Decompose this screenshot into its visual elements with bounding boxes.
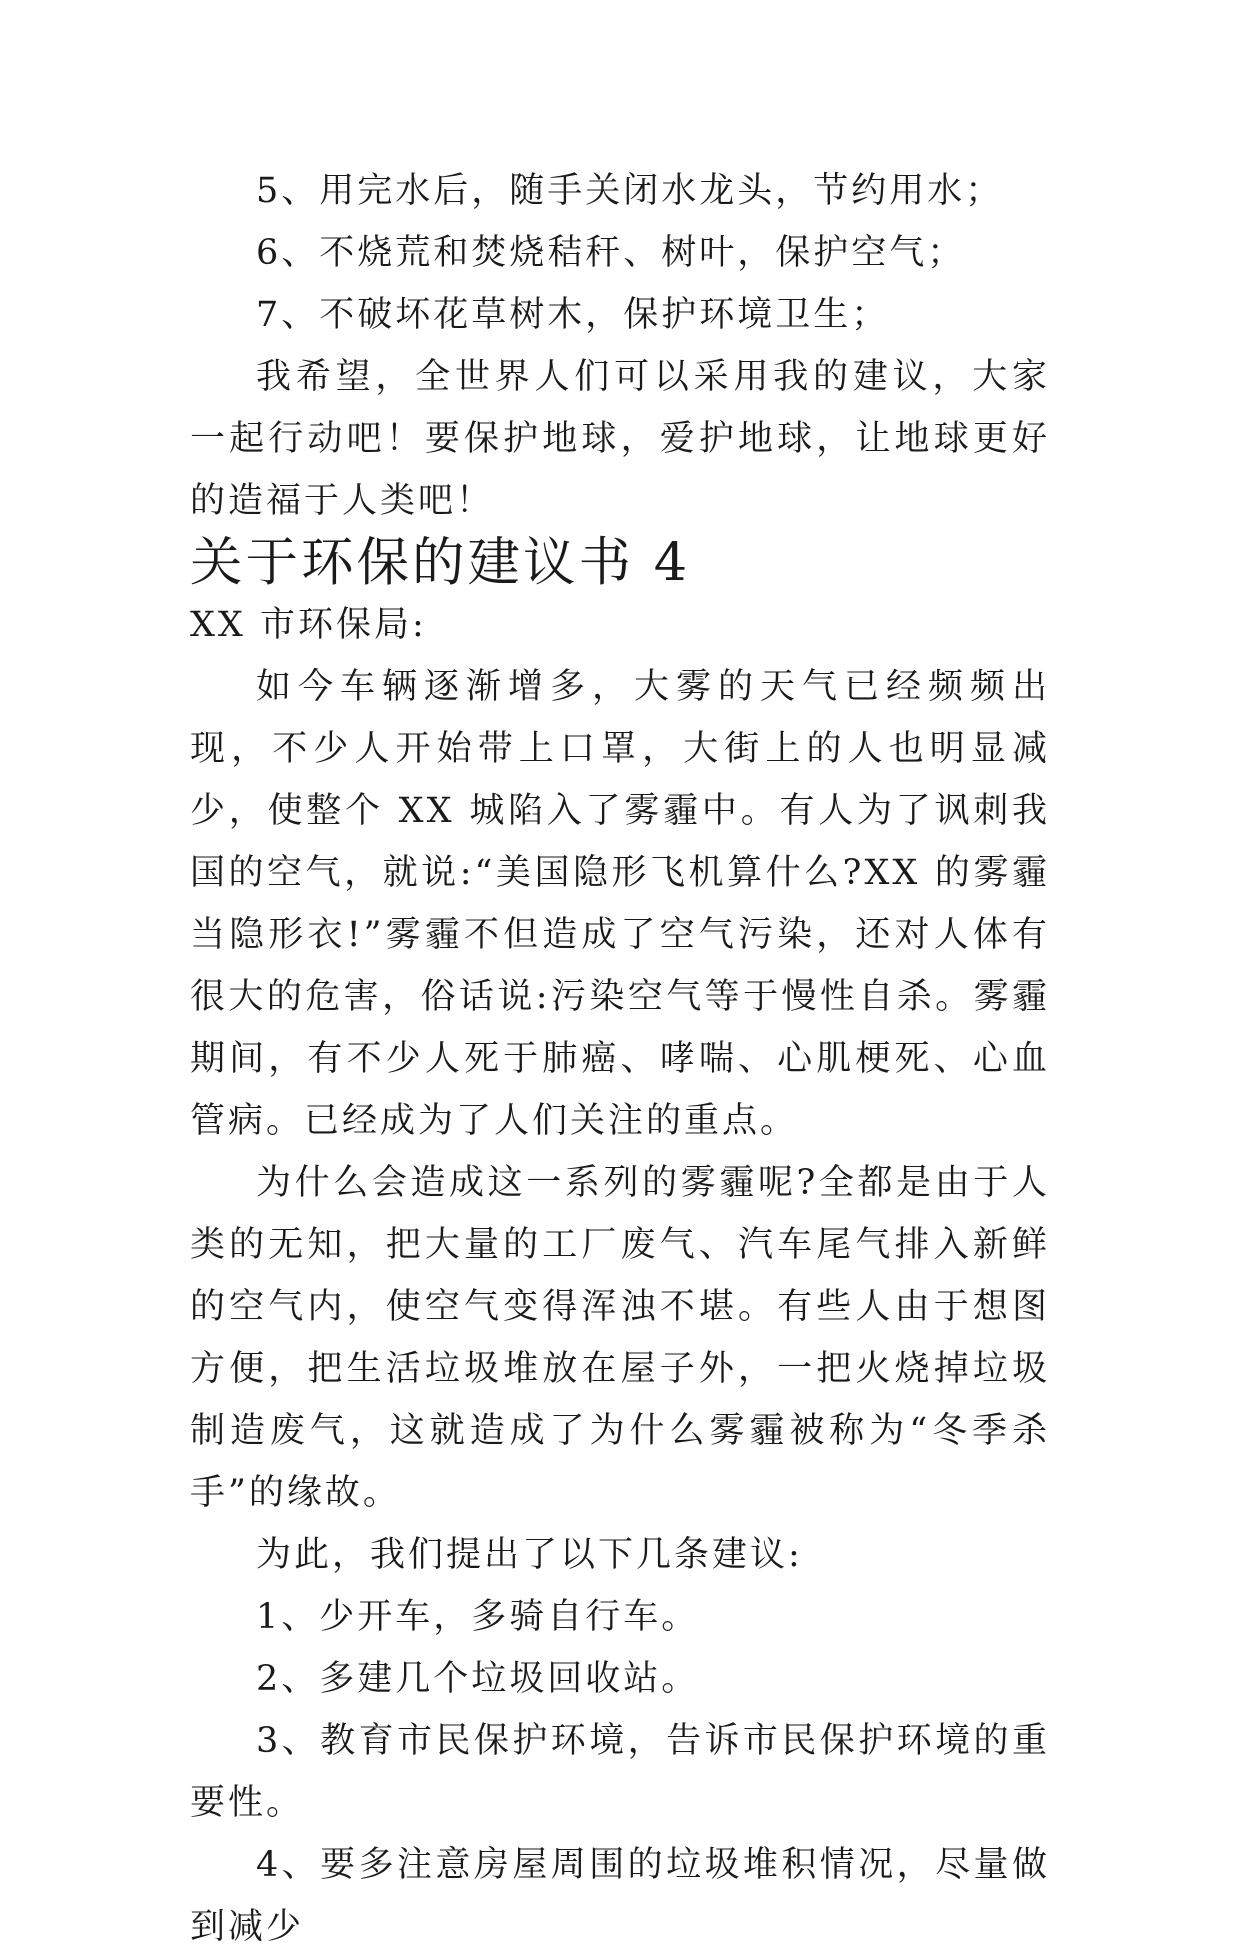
suggestion-item: 1、少开车，多骑自行车。 xyxy=(256,1597,700,1637)
body-paragraph: 如今车辆逐渐增多，大雾的天气已经频频出现，不少人开始带上口罩，大街上的人也明显减少，使整个 XX 城陷入了雾霾中。有人为了讽刺我国的空气，就说:“美国隐形飞机算什么?XX 的雾霾当隐形衣!”雾霾不但造成了空气污染，还对人体有很大的危害，俗话说:污染空气等于慢性自杀。雾霾期间，有不少人死于肺癌、哮喘、心肌梗死、心血管病。已经成为了人们关注的重点。 xyxy=(190,667,1050,1141)
suggestion-item: 2、多建几个垃圾回收站。 xyxy=(256,1659,700,1699)
addressee: XX 市环保局: xyxy=(190,605,427,645)
list-item: 7、不破坏花草树木，保护环境卫生； xyxy=(256,295,890,335)
suggestion-item: 3、教育市民保护环境，告诉市民保护环境的重要性。 xyxy=(190,1721,1050,1823)
document-body xyxy=(190,160,1050,1958)
suggestions-intro: 为此，我们提出了以下几条建议: xyxy=(256,1535,803,1575)
closing-paragraph: 我希望，全世界人们可以采用我的建议，大家一起行动吧！要保护地球，爱护地球，让地球更好的造福于人类吧！ xyxy=(190,357,1050,521)
list-item: 5、用完水后，随手关闭水龙头，节约用水； xyxy=(256,171,1004,211)
body-paragraph: 为什么会造成这一系列的雾霾呢?全都是由于人类的无知，把大量的工厂废气、汽车尾气排入新鲜的空气内，使空气变得浑浊不堪。有些人由于想图方便，把生活垃圾堆放在屋子外，一把火烧掉垃圾制造废气，这就造成了为什么雾霾被称为“冬季杀手”的缘故。 xyxy=(190,1163,1050,1513)
suggestion-item: 4、要多注意房屋周围的垃圾堆积情况，尽量做到减少 xyxy=(190,1845,1050,1947)
list-item: 6、不烧荒和焚烧秸秆、树叶，保护空气； xyxy=(256,233,966,273)
section-title: 关于环保的建议书 4 xyxy=(190,532,691,593)
